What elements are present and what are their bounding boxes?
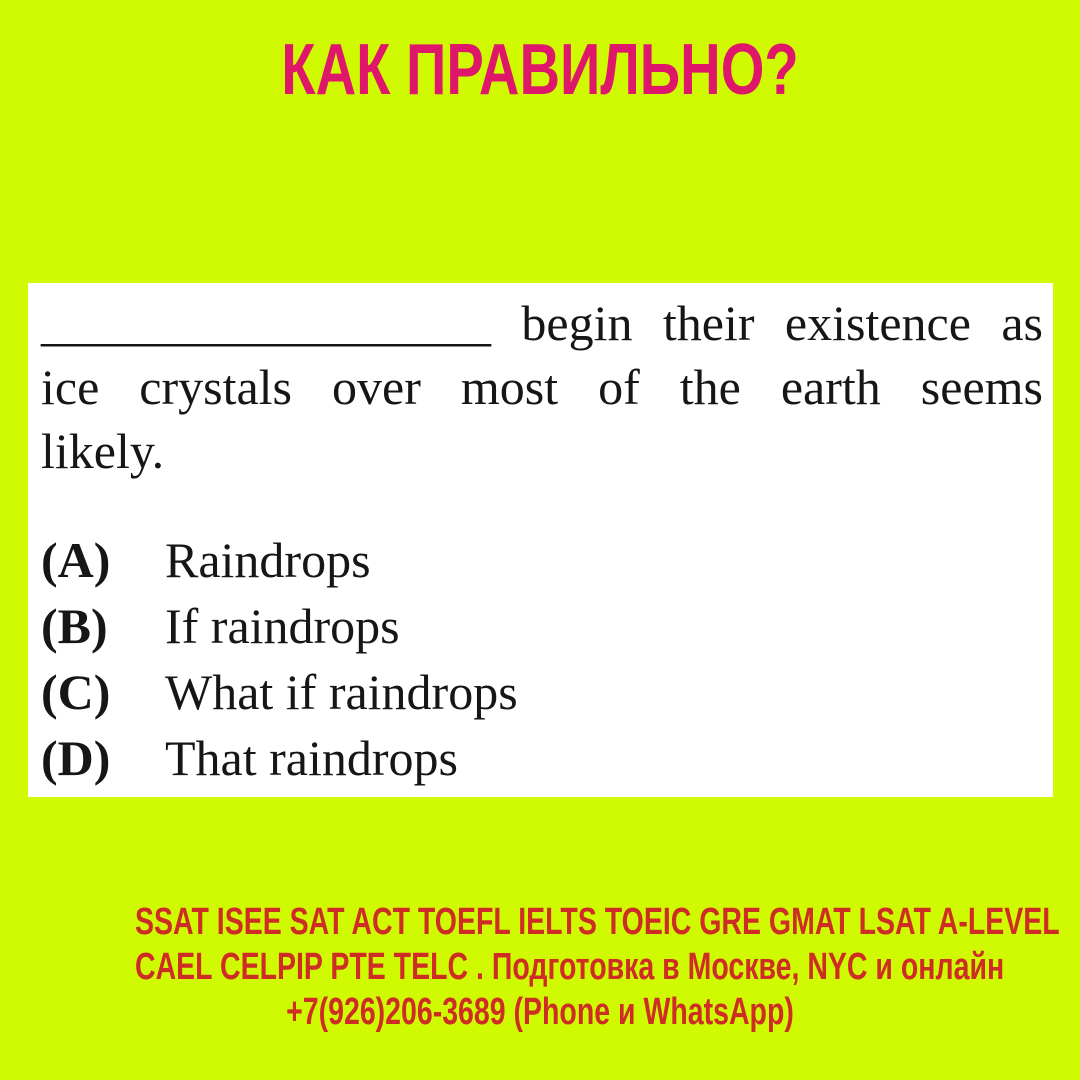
option-text-b: If raindrops [165,598,400,654]
footer [0,900,1080,1035]
option-text-d: That raindrops [165,730,458,786]
option-row-a [41,527,1043,593]
option-letter-a: (A) [41,532,111,588]
option-text-c: What if raindrops [165,664,518,720]
answer-options [41,527,1043,791]
option-text-a: Raindrops [165,532,371,588]
option-row-d [41,725,1043,791]
option-row-b [41,593,1043,659]
question-line-1: __________________ begin their existence as [41,295,1043,351]
option-letter-c: (C) [41,664,111,720]
footer-line-location: CAEL CELPIP PTE TELC . Подготовка в Москве, NYC и онлайн [135,946,1005,988]
option-row-c [41,659,1043,725]
footer-line-phone: +7(926)206-3689 (Phone и WhatsApp) [286,991,794,1033]
option-letter-b: (B) [41,598,108,654]
footer-line-exams: SSAT ISEE SAT ACT TOEFL IELTS TOEIC GRE GMAT LSAT A-LEVEL [135,901,1060,943]
question-card [28,283,1053,797]
question-line-3: likely. [41,423,165,479]
page-title: КАК ПРАВИЛЬНО? [281,30,799,110]
question-line-2: ice crystals over most of the earth seems [41,359,1043,415]
option-letter-d: (D) [41,730,111,786]
